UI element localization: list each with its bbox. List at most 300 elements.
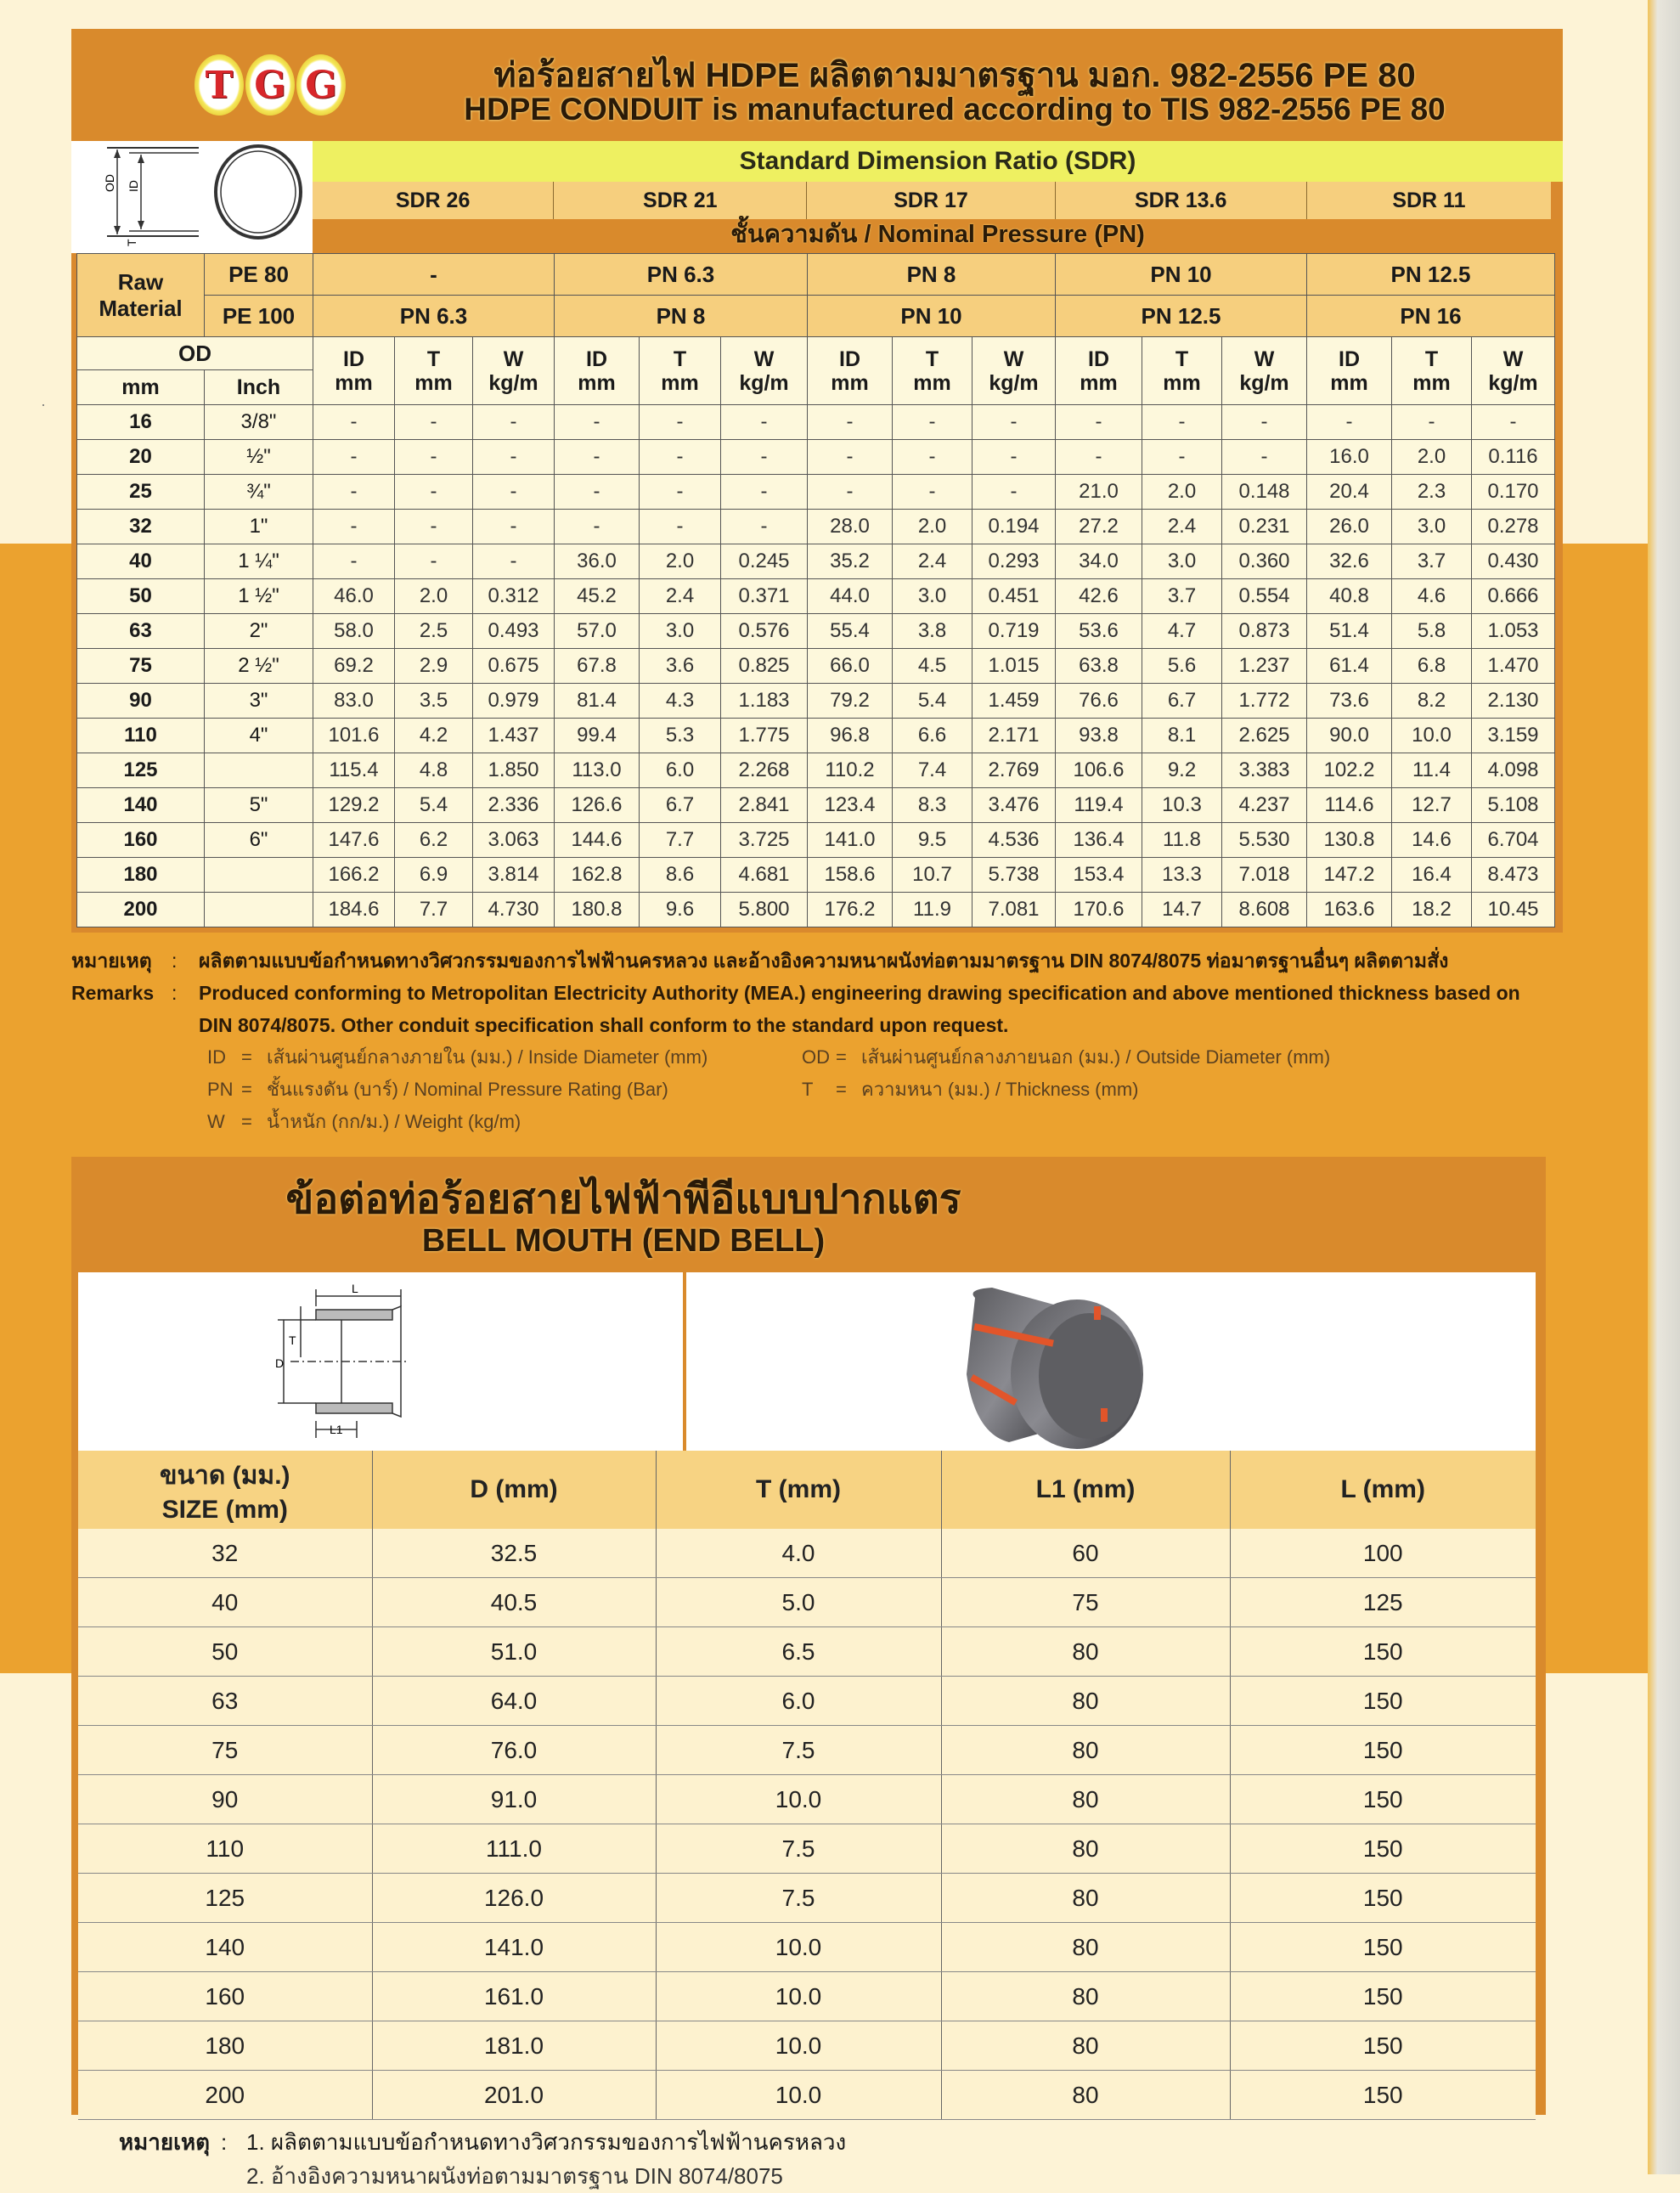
spec-value-cell: 0.825	[721, 649, 808, 684]
spec-value-cell: 2.0	[640, 544, 721, 579]
spec-value-cell: 0.873	[1222, 614, 1307, 649]
spec-value-cell: 2.171	[972, 719, 1056, 753]
spec-row	[77, 475, 1555, 510]
spec-value-cell: 110.2	[808, 753, 893, 788]
spec-value-cell: -	[555, 510, 640, 544]
od-inch-cell: 2"	[205, 614, 313, 649]
spec-value-cell: 0.170	[1472, 475, 1555, 510]
logo-letter: G	[245, 54, 295, 116]
bell-remarks-row	[119, 2125, 846, 2159]
bell-remarks	[119, 2125, 846, 2193]
bell-value-cell: 150	[1230, 2021, 1536, 2071]
spec-value-cell: 9.6	[640, 893, 721, 927]
spec-value-cell: 4.730	[473, 893, 555, 927]
bell-value-cell: 80	[941, 1627, 1230, 1677]
spec-value-cell: 6.704	[1472, 823, 1555, 858]
svg-text:T: T	[289, 1333, 296, 1347]
spec-value-cell: 0.293	[972, 544, 1056, 579]
spec-value-cell: 115.4	[313, 753, 395, 788]
bell-value-cell: 201.0	[372, 2071, 656, 2120]
bell-value-cell: 32	[78, 1529, 372, 1578]
bell-row	[78, 1529, 1536, 1578]
spec-value-cell: 32.6	[1307, 544, 1392, 579]
spec-value-cell: 2.625	[1222, 719, 1307, 753]
bell-value-cell: 6.5	[656, 1627, 941, 1677]
col-header-t: T (mm)	[656, 1451, 941, 1529]
spec-value-cell: 0.116	[1472, 440, 1555, 475]
spec-value-cell: 158.6	[808, 858, 893, 893]
title-english: HDPE CONDUIT is manufactured according to TIS 982-2556 PE 80	[464, 92, 1446, 127]
bell-value-cell: 10.0	[656, 1775, 941, 1824]
colon: :	[172, 982, 178, 1004]
col-header-unit: kg/m	[739, 370, 789, 395]
spec-value-cell: 2.3	[1392, 475, 1472, 510]
abbreviation-legend	[71, 1041, 1600, 1138]
bell-value-cell: 150	[1230, 2071, 1536, 2120]
spec-value-cell: 0.278	[1472, 510, 1555, 544]
spec-value-cell: 27.2	[1056, 510, 1142, 544]
od-inch-cell: 4"	[205, 719, 313, 753]
spec-value-cell: 2.0	[1392, 440, 1472, 475]
spec-value-cell: 11.8	[1142, 823, 1222, 858]
pe100-pn-sdr13-6: PN 12.5	[1056, 296, 1307, 337]
spec-row	[77, 614, 1555, 649]
col-header-w	[1222, 337, 1307, 405]
spec-value-cell: 2.4	[893, 544, 972, 579]
pe80-label: PE 80	[205, 254, 313, 296]
bell-value-cell: 80	[941, 1824, 1230, 1874]
spec-value-cell: 6.2	[395, 823, 473, 858]
col-header-symbol: W	[753, 347, 775, 371]
pe100-label: PE 100	[205, 296, 313, 337]
spec-value-cell: 6.7	[640, 788, 721, 823]
bell-value-cell: 150	[1230, 1874, 1536, 1923]
spec-value-cell: 2.4	[1142, 510, 1222, 544]
spec-value-cell: 45.2	[555, 579, 640, 614]
spec-value-cell: 5.8	[1392, 614, 1472, 649]
od-mm-cell: 200	[77, 893, 205, 927]
remarks-section	[71, 944, 1600, 1138]
spec-value-cell: -	[1056, 440, 1142, 475]
spec-value-cell: -	[640, 510, 721, 544]
spec-value-cell: 5.6	[1142, 649, 1222, 684]
spec-value-cell: 3.159	[1472, 719, 1555, 753]
col-header-w	[1472, 337, 1555, 405]
col-header-symbol: T	[1175, 347, 1189, 371]
col-header-t	[893, 337, 972, 405]
od-inch-cell	[205, 753, 313, 788]
pe100-pn-sdr21: PN 8	[555, 296, 808, 337]
spec-value-cell: 4.7	[1142, 614, 1222, 649]
page-edge	[1648, 0, 1680, 2174]
od-inch-cell: 3/8"	[205, 405, 313, 440]
spec-value-cell: 5.108	[1472, 788, 1555, 823]
spec-value-cell: 5.800	[721, 893, 808, 927]
bell-value-cell: 80	[941, 1923, 1230, 1972]
spec-value-cell: -	[893, 405, 972, 440]
pe100-row	[77, 296, 1555, 337]
od-inch-cell: 2 ½"	[205, 649, 313, 684]
col-header-unit: mm	[578, 370, 616, 395]
spec-value-cell: 8.6	[640, 858, 721, 893]
col-header-w	[473, 337, 555, 405]
bell-mouth-product-photo	[686, 1272, 1536, 1451]
bell-value-cell: 50	[78, 1627, 372, 1677]
spec-value-cell: 0.231	[1222, 510, 1307, 544]
spec-value-cell: 119.4	[1056, 788, 1142, 823]
od-mm-label: mm	[77, 370, 205, 405]
pe80-pn-sdr21: PN 6.3	[555, 254, 808, 296]
spec-value-cell: 129.2	[313, 788, 395, 823]
pe80-pn-sdr17: PN 8	[808, 254, 1056, 296]
spec-value-cell: 106.6	[1056, 753, 1142, 788]
spec-value-cell: 0.430	[1472, 544, 1555, 579]
od-mm-cell: 40	[77, 544, 205, 579]
spec-value-cell: -	[972, 405, 1056, 440]
spec-value-cell: 16.0	[1307, 440, 1392, 475]
spec-value-cell: 3.0	[1142, 544, 1222, 579]
spec-value-cell: 40.8	[1307, 579, 1392, 614]
spec-value-cell: 4.536	[972, 823, 1056, 858]
remarks-thai-label: หมายเหตุ	[71, 950, 152, 972]
bell-title-english: BELL MOUTH (END BELL)	[421, 1223, 826, 1259]
spec-value-cell: 42.6	[1056, 579, 1142, 614]
bell-drawing-icon	[78, 1272, 683, 1451]
bell-row	[78, 1923, 1536, 1972]
spec-value-cell: 10.7	[893, 858, 972, 893]
spec-value-cell: 4.2	[395, 719, 473, 753]
svg-text:OD: OD	[103, 174, 116, 192]
col-header-unit: mm	[1080, 370, 1118, 395]
spec-value-cell: 123.4	[808, 788, 893, 823]
spec-value-cell: 0.675	[473, 649, 555, 684]
spec-row	[77, 544, 1555, 579]
od-mm-cell: 180	[77, 858, 205, 893]
spec-value-cell: 3.6	[640, 649, 721, 684]
spec-value-cell: 1.850	[473, 753, 555, 788]
spec-value-cell: 1.772	[1222, 684, 1307, 719]
pipe-cross-section-diagram	[71, 141, 313, 253]
spec-value-cell: 36.0	[555, 544, 640, 579]
spec-value-cell: 8.473	[1472, 858, 1555, 893]
spec-value-cell: 26.0	[1307, 510, 1392, 544]
legend-row	[207, 1074, 1600, 1106]
pe80-pn-sdr11: PN 12.5	[1307, 254, 1555, 296]
bell-value-cell: 141.0	[372, 1923, 656, 1972]
panel-header	[71, 29, 1563, 141]
col-header-unit: mm	[661, 370, 699, 395]
spec-value-cell: 5.4	[893, 684, 972, 719]
spec-value-cell: 2.130	[1472, 684, 1555, 719]
bell-row	[78, 2021, 1536, 2071]
sdr-column-header: SDR 13.6	[1056, 182, 1307, 219]
spec-value-cell: 14.7	[1142, 893, 1222, 927]
spec-value-cell: 0.371	[721, 579, 808, 614]
bell-value-cell: 7.5	[656, 1824, 941, 1874]
spec-value-cell: 3.7	[1142, 579, 1222, 614]
spec-value-cell: -	[721, 405, 808, 440]
od-mm-cell: 16	[77, 405, 205, 440]
col-header-unit: mm	[1330, 370, 1368, 395]
bell-value-cell: 125	[78, 1874, 372, 1923]
spec-value-cell: 2.769	[972, 753, 1056, 788]
bell-row	[78, 1874, 1536, 1923]
col-header-symbol: ID	[586, 347, 607, 371]
tgg-logo	[194, 54, 346, 116]
bell-value-cell: 4.0	[656, 1529, 941, 1578]
spec-value-cell: 3.476	[972, 788, 1056, 823]
spec-value-cell: -	[395, 510, 473, 544]
spec-value-cell: 0.148	[1222, 475, 1307, 510]
spec-value-cell: 102.2	[1307, 753, 1392, 788]
spec-value-cell: -	[972, 475, 1056, 510]
spec-value-cell: 136.4	[1056, 823, 1142, 858]
spec-row	[77, 719, 1555, 753]
bell-value-cell: 161.0	[372, 1972, 656, 2021]
logo-letter: G	[296, 54, 346, 116]
od-inch-cell	[205, 893, 313, 927]
spec-value-cell: 8.608	[1222, 893, 1307, 927]
bell-value-cell: 40.5	[372, 1578, 656, 1627]
bell-value-cell: 126.0	[372, 1874, 656, 1923]
spec-value-cell: 1.470	[1472, 649, 1555, 684]
col-header-id	[555, 337, 640, 405]
spec-value-cell: 28.0	[808, 510, 893, 544]
spec-value-cell: 18.2	[1392, 893, 1472, 927]
col-header-symbol: ID	[839, 347, 860, 371]
remarks-english-row	[71, 977, 1600, 1009]
spec-value-cell: -	[555, 475, 640, 510]
bell-value-cell: 150	[1230, 1726, 1536, 1775]
od-inch-cell: 5"	[205, 788, 313, 823]
spec-value-cell: 2.4	[640, 579, 721, 614]
col-header-unit: mm	[1163, 370, 1201, 395]
spec-value-cell: 1.183	[721, 684, 808, 719]
od-mm-cell: 160	[77, 823, 205, 858]
spec-value-cell: 141.0	[808, 823, 893, 858]
pe100-pn-sdr17: PN 10	[808, 296, 1056, 337]
spec-value-cell: 2.336	[473, 788, 555, 823]
bell-value-cell: 6.0	[656, 1677, 941, 1726]
bell-value-cell: 32.5	[372, 1529, 656, 1578]
spec-value-cell: 1.015	[972, 649, 1056, 684]
spec-value-cell: 14.6	[1392, 823, 1472, 858]
col-header-t	[1392, 337, 1472, 405]
spec-row	[77, 753, 1555, 788]
bell-title-thai: ข้อต่อท่อร้อยสายไฟฟ้าพีอีแบบปากแตร	[285, 1177, 961, 1222]
spec-value-cell: 83.0	[313, 684, 395, 719]
spec-row	[77, 510, 1555, 544]
spec-value-cell: 147.6	[313, 823, 395, 858]
spec-value-cell: 3.063	[473, 823, 555, 858]
spec-row	[77, 684, 1555, 719]
bell-value-cell: 125	[1230, 1578, 1536, 1627]
spec-value-cell: -	[1222, 405, 1307, 440]
od-inch-cell: ¾"	[205, 475, 313, 510]
bell-value-cell: 80	[941, 1726, 1230, 1775]
spec-value-cell: -	[395, 475, 473, 510]
od-label: OD	[77, 337, 313, 370]
colon: :	[221, 2129, 228, 2155]
col-header-symbol: T	[426, 347, 441, 371]
spec-value-cell: 4.3	[640, 684, 721, 719]
spec-value-cell: -	[1392, 405, 1472, 440]
spec-value-cell: 101.6	[313, 719, 395, 753]
pipe-diagram-icon	[71, 141, 313, 253]
bell-row	[78, 1627, 1536, 1677]
spec-value-cell: 58.0	[313, 614, 395, 649]
spec-value-cell: 8.1	[1142, 719, 1222, 753]
od-inch-label: Inch	[205, 370, 313, 405]
col-header-unit: kg/m	[1488, 370, 1538, 395]
spec-value-cell: -	[473, 440, 555, 475]
spec-value-cell: 114.6	[1307, 788, 1392, 823]
col-header-unit: mm	[335, 370, 373, 395]
bell-value-cell: 150	[1230, 1677, 1536, 1726]
spec-value-cell: 5.4	[395, 788, 473, 823]
svg-text:D: D	[275, 1356, 285, 1370]
spec-value-cell: 3.8	[893, 614, 972, 649]
col-header-unit: kg/m	[1239, 370, 1289, 395]
bell-value-cell: 180	[78, 2021, 372, 2071]
spec-value-cell: 7.018	[1222, 858, 1307, 893]
bell-value-cell: 10.0	[656, 2071, 941, 2120]
spec-value-cell: 73.6	[1307, 684, 1392, 719]
spec-value-cell: 0.979	[473, 684, 555, 719]
spec-row	[77, 579, 1555, 614]
od-mm-cell: 75	[77, 649, 205, 684]
legend-item-pn: PN = ชั้นแรงดัน (บาร์) / Nominal Pressure Rating (Bar)	[207, 1079, 668, 1100]
col-header-l1: L1 (mm)	[941, 1451, 1230, 1529]
spec-value-cell: -	[1142, 405, 1222, 440]
spec-row	[77, 893, 1555, 927]
spec-value-cell: -	[972, 440, 1056, 475]
spec-value-cell: -	[313, 405, 395, 440]
col-header-unit: mm	[831, 370, 869, 395]
spec-value-cell: 0.360	[1222, 544, 1307, 579]
col-header-w	[721, 337, 808, 405]
bell-remark-2: 2. อ้างอิงความหนาผนังท่อตามมาตรฐาน DIN 8074/8075	[246, 2163, 783, 2189]
bell-mouth-image	[686, 1272, 1536, 1451]
od-inch-cell: 3"	[205, 684, 313, 719]
pe80-row	[77, 254, 1555, 296]
col-header-symbol: W	[1502, 347, 1524, 371]
spec-value-cell: -	[721, 510, 808, 544]
od-inch-cell: 1 ½"	[205, 579, 313, 614]
bell-value-cell: 150	[1230, 1627, 1536, 1677]
spec-value-cell: 6.7	[1142, 684, 1222, 719]
spec-value-cell: 63.8	[1056, 649, 1142, 684]
od-mm-cell: 32	[77, 510, 205, 544]
od-inch-cell: 1"	[205, 510, 313, 544]
spec-value-cell: 35.2	[808, 544, 893, 579]
bell-value-cell: 7.5	[656, 1874, 941, 1923]
spec-value-cell: 3.0	[1392, 510, 1472, 544]
spec-value-cell: -	[473, 405, 555, 440]
spec-value-cell: 53.6	[1056, 614, 1142, 649]
spec-row	[77, 788, 1555, 823]
spec-value-cell: 3.0	[893, 579, 972, 614]
bell-mouth-technical-drawing	[78, 1272, 683, 1451]
od-mm-cell: 20	[77, 440, 205, 475]
spec-value-cell: -	[893, 475, 972, 510]
spec-value-cell: 8.2	[1392, 684, 1472, 719]
bell-value-cell: 80	[941, 2021, 1230, 2071]
spec-value-cell: 61.4	[1307, 649, 1392, 684]
bell-row	[78, 1972, 1536, 2021]
spec-value-cell: 130.8	[1307, 823, 1392, 858]
bell-value-cell: 10.0	[656, 1923, 941, 1972]
bell-value-cell: 75	[78, 1726, 372, 1775]
spec-value-cell: 2.841	[721, 788, 808, 823]
spec-value-cell: 2.0	[1142, 475, 1222, 510]
spec-value-cell: -	[1142, 440, 1222, 475]
col-header-d: D (mm)	[372, 1451, 656, 1529]
bell-value-cell: 10.0	[656, 1972, 941, 2021]
spec-value-cell: 163.6	[1307, 893, 1392, 927]
spec-value-cell: 51.4	[1307, 614, 1392, 649]
spec-value-cell: 10.0	[1392, 719, 1472, 753]
od-mm-cell: 90	[77, 684, 205, 719]
remarks-english-label: Remarks	[71, 982, 155, 1004]
bell-value-cell: 140	[78, 1923, 372, 1972]
spec-value-cell: 20.4	[1307, 475, 1392, 510]
spec-value-cell: -	[1222, 440, 1307, 475]
bell-value-cell: 75	[941, 1578, 1230, 1627]
bell-value-cell: 60	[941, 1529, 1230, 1578]
conduit-spec-panel	[71, 29, 1563, 933]
spec-value-cell: -	[640, 440, 721, 475]
spec-value-cell: 153.4	[1056, 858, 1142, 893]
spec-value-cell: 0.312	[473, 579, 555, 614]
spec-value-cell: -	[313, 544, 395, 579]
bell-row	[78, 1775, 1536, 1824]
svg-text:L1: L1	[330, 1423, 343, 1436]
spec-value-cell: 4.098	[1472, 753, 1555, 788]
bell-value-cell: 111.0	[372, 1824, 656, 1874]
spec-value-cell: 16.4	[1392, 858, 1472, 893]
spec-value-cell: 5.530	[1222, 823, 1307, 858]
spec-value-cell: 4.237	[1222, 788, 1307, 823]
spec-value-cell: -	[1056, 405, 1142, 440]
margin-mark: ·	[41, 396, 46, 413]
spec-value-cell: -	[1472, 405, 1555, 440]
spec-value-cell: 6.9	[395, 858, 473, 893]
spec-row	[77, 649, 1555, 684]
spec-value-cell: 67.8	[555, 649, 640, 684]
col-header-size: ขนาด (มม.) SIZE (mm)	[78, 1451, 372, 1529]
spec-value-cell: 3.383	[1222, 753, 1307, 788]
pe80-pn-sdr26: -	[313, 254, 555, 296]
spec-value-cell: -	[721, 440, 808, 475]
col-header-w	[972, 337, 1056, 405]
spec-value-cell: 126.6	[555, 788, 640, 823]
bell-row	[78, 1726, 1536, 1775]
bell-remark-1: 1. ผลิตตามแบบข้อกำหนดทางวิศวกรรมของการไฟฟ้านครหลวง	[246, 2129, 847, 2155]
colon: :	[172, 950, 178, 972]
sdr-title: Standard Dimension Ratio (SDR)	[313, 141, 1563, 182]
spec-value-cell: 76.6	[1056, 684, 1142, 719]
col-header-symbol: W	[1003, 347, 1024, 371]
remarks-english-text-1: Produced conforming to Metropolitan Electricity Authority (MEA.) engineering drawing specification and above mentioned thickness based on	[199, 982, 1520, 1004]
col-header-unit: mm	[913, 370, 951, 395]
remarks-thai-row	[71, 944, 1600, 977]
spec-value-cell: 180.8	[555, 893, 640, 927]
bell-value-cell: 150	[1230, 1775, 1536, 1824]
bell-value-cell: 200	[78, 2071, 372, 2120]
spec-value-cell: 3.725	[721, 823, 808, 858]
spec-value-cell: 3.7	[1392, 544, 1472, 579]
